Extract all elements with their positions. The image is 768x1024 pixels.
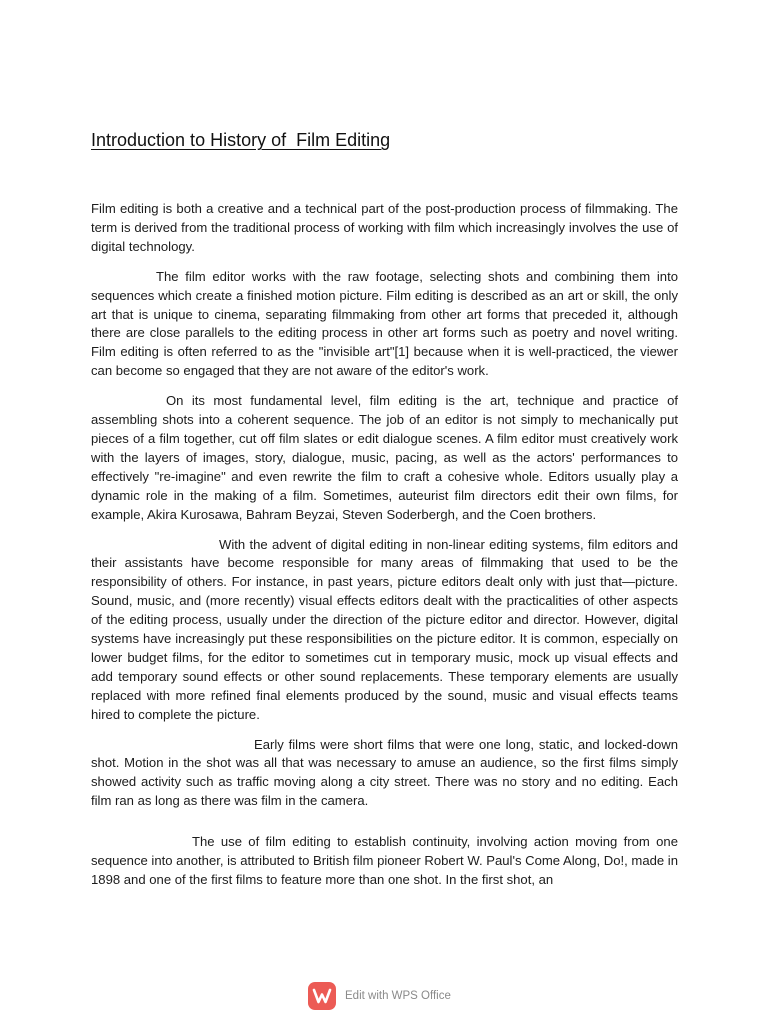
paragraph-early-films: Early films were short films that were one long, static, and locked-down shot. Motion in the shot was all that was necessary to amuse an audience, so the first films simply showed activity such as traffic moving along a city street. There was no story and no editing. Each film ran as long as there was film in the camera. [91,736,678,809]
paragraph-film-editor: The film editor works with the raw footage, selecting shots and combining them into sequences which create a finished motion picture. Film editing is described as an art or skill, the only art that is unique to cinema, separating filmmaking from other art forms that preceded it, although there are close parallels to the editing process in other art forms such as poetry and novel writing. Film editing is often referred to as the "invisible art"[1] because when it is well-practiced, the viewer can become so engaged that they are not aware of the editor's work. [91,268,678,379]
document-title: Introduction to History of Film Editing [91,130,391,150]
paragraph-intro: Film editing is both a creative and a technical part of the post-production process of filmmaking. The term is derived from the traditional process of working with film which increasingly involves the use of digital technology. [91,201,678,254]
wps-badge-label: Edit with WPS Office [345,990,451,1002]
paragraph-continuity: The use of film editing to establish continuity, involving action moving from one sequence into another, is attributed to British film pioneer Robert W. Paul's Come Along, Do!, made in 1898 and one of the first films to feature more than one shot. In the first shot, an [91,834,678,887]
paragraph-fundamental-level: On its most fundamental level, film editing is the art, technique and practice of assembling shots into a coherent sequence. The job of an editor is not simply to mechanically put pieces of a film together, cut off film slates or edit dialogue scenes. A film editor must creatively work with the layers of images, story, dialogue, music, pacing, as well as the actors' performances to effectively "re-imagine" and even rewrite the film to craft a cohesive whole. Editors usually play a dynamic role in the making of a film. Sometimes, auteurist film directors edit their own films, for example, Akira Kurosawa, Bahram Beyzai, Steven Soderbergh, and the Coen brothers. [91,393,678,522]
document-body [91,200,678,890]
edit-with-wps-button[interactable] [308,982,451,1010]
wps-office-logo-icon [308,982,336,1010]
paragraph-digital-editing: With the advent of digital editing in non-linear editing systems, film editors and their assistants have become responsible for many areas of filmmaking that used to be the responsibility of others. For instance, in past years, picture editors dealt only with just that—picture. Sound, music, and (more recently) visual effects editors dealt with the practicalities of other aspects of the editing process, usually under the direction of the picture editor and director. However, digital systems have increasingly put these responsibilities on the picture editor. It is common, especially on lower budget films, for the editor to sometimes cut in temporary music, mock up visual effects and add temporary sound effects or other sound replacements. These temporary elements are usually replaced with more refined final elements produced by the sound, music and visual effects teams hired to complete the picture. [91,536,678,722]
